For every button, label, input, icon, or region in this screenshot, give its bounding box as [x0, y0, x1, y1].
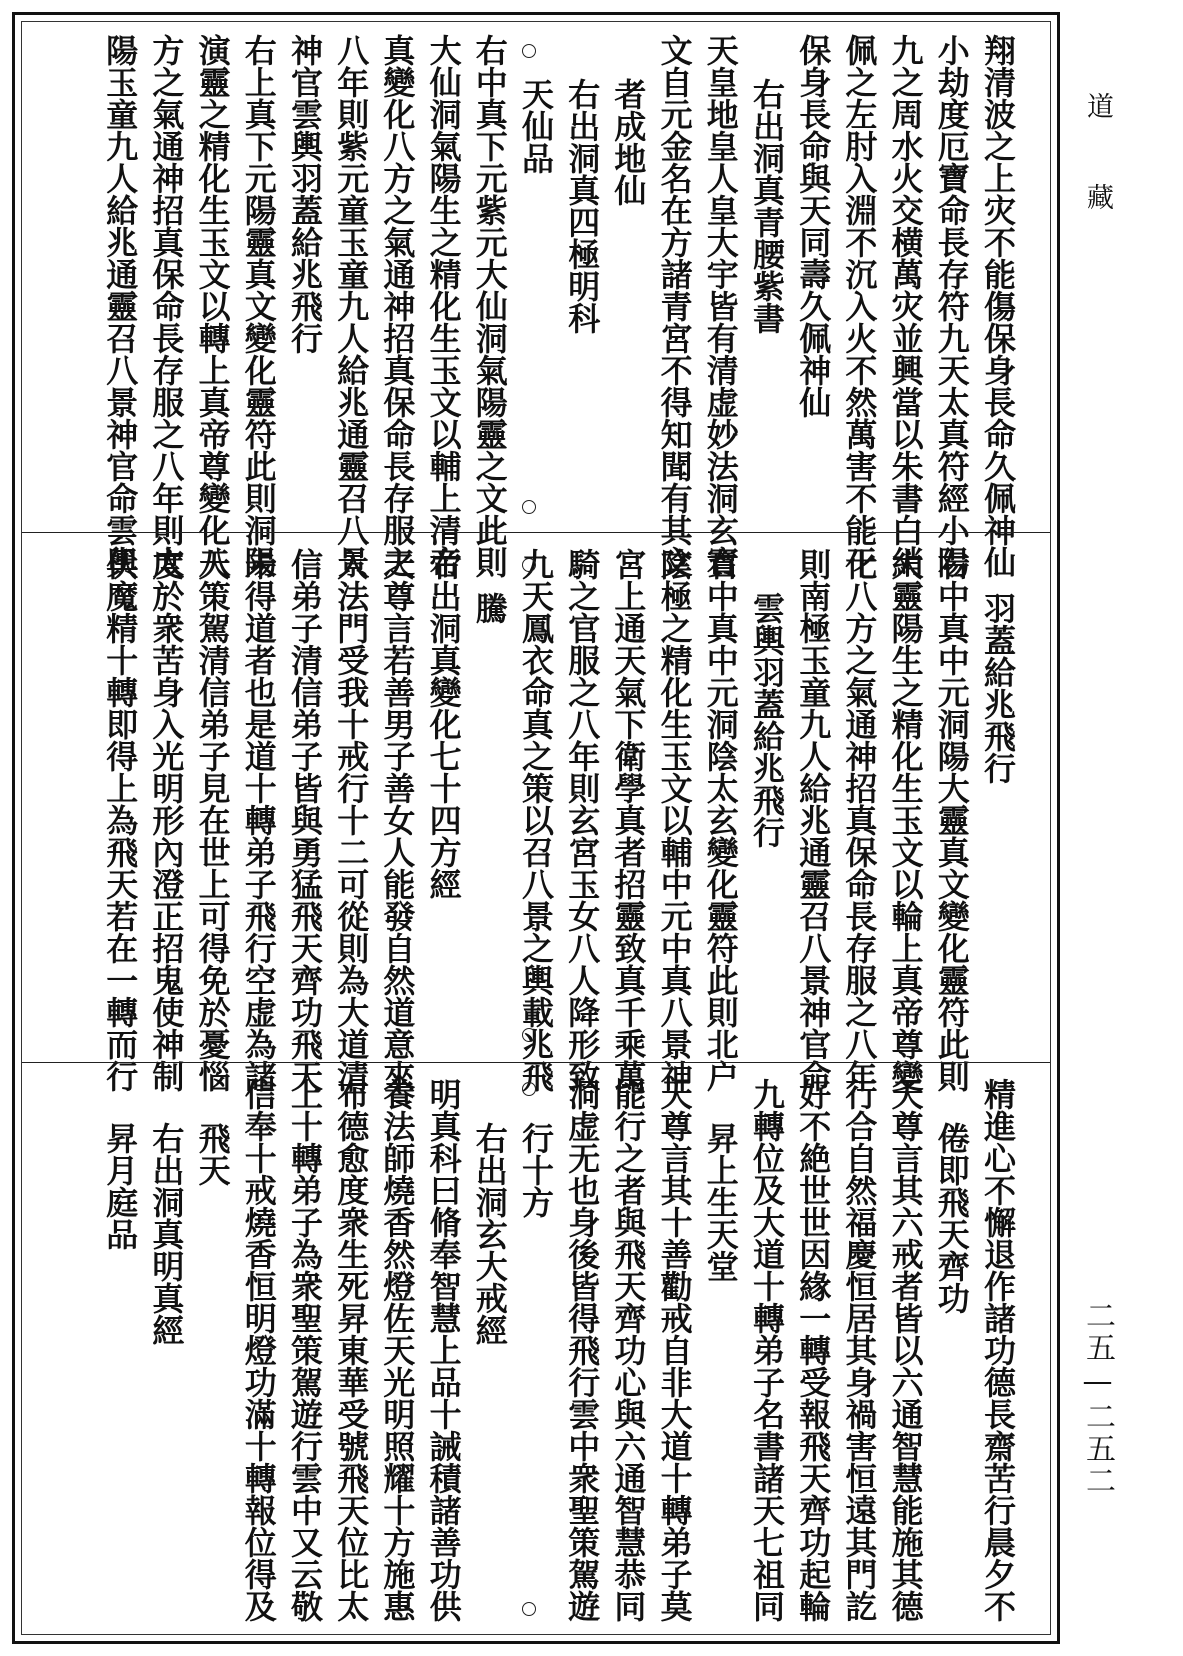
text-column: 右出洞玄大戒經	[470, 1122, 509, 1346]
text-column: 信奉十戒燒香恒明燈功滿十轉報位得及	[239, 1078, 278, 1622]
text-column: 陰極之精化生玉文以輔中元中真八景神	[655, 548, 694, 1092]
text-column: 養法師燒香然燈佐天光明照耀十方施惠	[378, 1078, 417, 1622]
text-column: 雲輿羽蓋給兆飛行	[748, 592, 786, 848]
text-column: 小劫度厄寶命長存符九天太真符經小陽	[932, 34, 971, 578]
text-column: 右中真中元洞陰太玄變化靈符此則北户	[701, 548, 740, 1092]
text-column: 翔清波之上灾不能傷保身長命久佩神仙	[979, 34, 1017, 578]
text-column: 神官雲輿羽蓋給兆飛行	[286, 34, 324, 354]
text-column: 飛天	[193, 1122, 232, 1186]
text-column: 方之氣通神招真保命長存服之八年則太	[147, 34, 186, 578]
circle-mark-icon	[522, 44, 536, 58]
text-column: 入法門受我十戒行十二可從則為大道清	[332, 548, 371, 1092]
text-column: 行十方	[517, 1122, 555, 1218]
text-column: 行合自然福慶恒居其身禍害恒遠其門訖	[840, 1078, 879, 1622]
text-column: 能行之者與飛天齊功心與六通智慧恭同	[609, 1078, 648, 1622]
text-panel	[22, 536, 1050, 1092]
text-column: 天策駕清信弟子見在世上可得免於憂惱	[193, 548, 232, 1092]
circle-mark-icon	[522, 1602, 536, 1616]
text-column: 倦即飛天齊功	[932, 1122, 971, 1314]
text-column: 騰	[470, 592, 509, 624]
panel-divider	[22, 1062, 1050, 1063]
text-column: 信弟子清信弟子皆與勇猛飛天齊功飛天	[286, 548, 324, 1092]
page-frame	[12, 12, 1060, 1644]
text-column: 則南極玉童九人給兆通靈召八景神官命	[794, 548, 833, 1092]
circle-mark-icon	[522, 1082, 536, 1096]
text-column: 上十轉弟子為衆聖策駕遊行雲中又云敬	[286, 1078, 324, 1622]
text-column: 精進心不懈退作諸功德長齋苦行晨夕不	[979, 1078, 1017, 1622]
panel-divider	[22, 532, 1050, 533]
text-column: 大仙洞氣陽生之精化生玉文以輔上清帝	[424, 34, 463, 578]
text-column: 未得道者也是道十轉弟子飛行空虚為諸	[239, 548, 278, 1092]
text-column: 昇月庭品	[101, 1122, 140, 1250]
circle-mark-icon	[522, 1028, 536, 1042]
text-column: 右出洞真青腰紫書	[748, 78, 786, 334]
text-column: 右中真中元洞陽大靈真文變化靈符此則	[932, 548, 971, 1092]
text-column: 度於衆苦身入光明形內澄正招鬼使神制	[147, 548, 186, 1092]
text-column: 化八方之氣通神招真保命長存服之八年	[840, 548, 879, 1092]
text-column: 陽玉童九人給兆通靈召八景神官命雲輿	[101, 34, 140, 578]
text-box	[21, 21, 1051, 1635]
text-column: 演靈之精化生玉文以轉上真帝尊變化八	[193, 34, 232, 578]
text-column: 布德愈度衆生死昇東華受號飛天位比太	[332, 1078, 371, 1622]
circle-mark-icon	[522, 500, 536, 514]
text-column: 右上真下元陽靈真文變化靈符此則洞陽	[239, 34, 278, 578]
text-column: 大靈陽生之精化生玉文以輪上真帝尊變	[886, 548, 925, 1092]
text-column: 八年則紫元童玉童九人給兆通靈召八景	[332, 34, 371, 578]
text-column: 洞虚无也身後皆得飛行雲中衆聖策駕遊	[563, 1078, 602, 1622]
text-column: 明真科曰脩奉智慧上品十誡積諸善功供	[424, 1078, 463, 1622]
text-column: 伏魔精十轉即得上為飛天若在一轉而行	[101, 548, 140, 1092]
text-column: 好不絶世世因緣一轉受報飛天齊功起輪	[794, 1078, 833, 1622]
text-column: 右出洞真明真經	[147, 1122, 186, 1346]
text-column: 右中真下元紫元大仙洞氣陽靈之文此則	[470, 34, 509, 578]
text-column: 右出洞真四極明科	[563, 78, 602, 334]
margin-title: 道藏	[1082, 92, 1113, 274]
text-column: 九轉位及大道十轉弟子名書諸天七祖同	[748, 1078, 786, 1622]
text-column: 天尊言其六戒者皆以六通智慧能施其德	[886, 1078, 925, 1622]
text-column: 九之周水火交横萬灾並興當以朱書白綃	[886, 34, 925, 578]
text-column: 羽蓋給兆飛行	[979, 592, 1017, 784]
text-column: 騎之官服之八年則玄宮玉女八人降形致	[563, 548, 602, 1092]
text-column: 文自元金名在方諸青宮不得知聞有其文	[655, 34, 694, 578]
text-column: 天尊言其十善勸戒自非大道十轉弟子莫	[655, 1078, 694, 1622]
text-column: 真變化八方之氣通神招真保命長存服之	[378, 34, 417, 578]
text-column: 天仙品	[517, 78, 555, 174]
text-column: 者成地仙	[609, 78, 648, 206]
text-column: 宮上通天氣下衛學真者招靈致真千乘萬	[609, 548, 648, 1092]
circle-mark-icon	[522, 558, 536, 572]
text-column: 昇上生天堂	[701, 1122, 740, 1282]
text-column: 天皇地皇人皇大宇皆有清虚妙法洞玄寶	[701, 34, 740, 578]
text-column: 右出洞真變化七十四方經	[424, 548, 463, 900]
text-column: 佩之左肘入淵不沉入火不然萬害不能干	[840, 34, 879, 578]
text-panel	[22, 1066, 1050, 1634]
text-column: 天尊言若善男子善女人能發自然道意來	[378, 548, 417, 1092]
text-panel	[22, 22, 1050, 578]
text-column: 保身長命與天同壽久佩神仙	[794, 34, 833, 418]
text-column: 九天鳳衣命真之策以召八景之輿載兆飛	[517, 548, 555, 1092]
page-number: 二五—二五二	[1080, 1300, 1115, 1497]
